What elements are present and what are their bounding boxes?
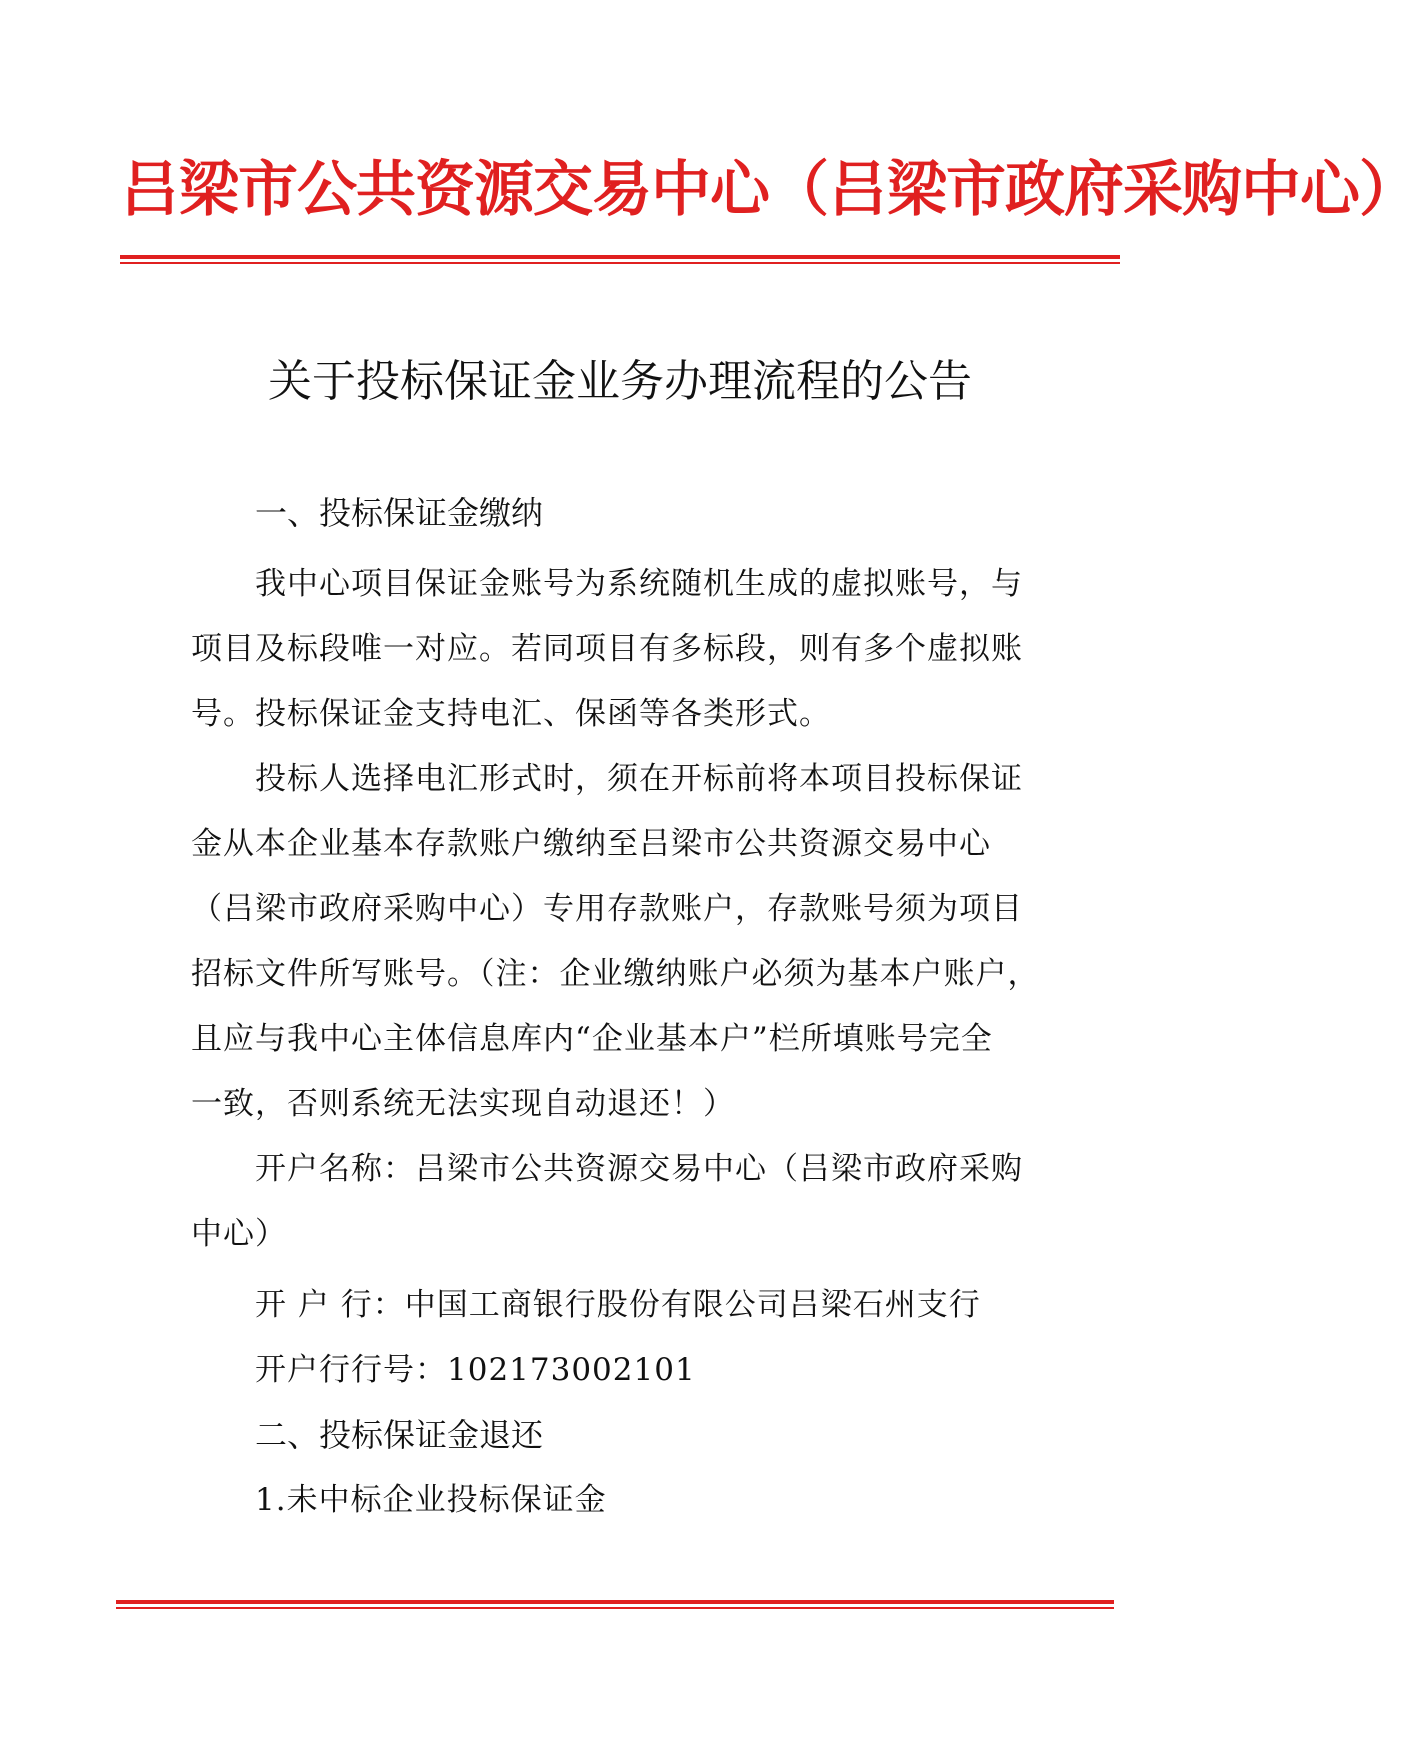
paragraph-line: 一致，否则系统无法实现自动退还！）	[191, 1086, 735, 1122]
paragraph-line: 招标文件所写账号。（注：企业缴纳账户必须为基本户账户，	[191, 956, 1040, 992]
paragraph-line: 且应与我中心主体信息库内“企业基本户”栏所填账号完全	[191, 1021, 993, 1057]
paragraph-line: （吕梁市政府采购中心）专用存款账户，存款账号须为项目	[191, 891, 1023, 927]
paragraph-line: 我中心项目保证金账号为系统随机生成的虚拟账号，与	[255, 566, 1023, 602]
masthead-title: 吕梁市公共资源交易中心（吕梁市政府采购中心）	[120, 155, 1418, 225]
masthead-red-rule	[120, 255, 1120, 264]
section-heading-2: 二、投标保证金退还	[255, 1416, 544, 1454]
section-heading-1: 一、投标保证金缴纳	[255, 494, 544, 532]
footer-red-rule	[116, 1600, 1114, 1609]
list-item: 1.未中标企业投标保证金	[255, 1482, 607, 1518]
paragraph-line: 号。投标保证金支持电汇、保函等各类形式。	[191, 696, 831, 732]
bank-code-line: 开户行行号：102173002101	[255, 1352, 696, 1388]
document-title: 关于投标保证金业务办理流程的公告	[268, 356, 972, 407]
account-name-line: 中心）	[191, 1216, 287, 1252]
paragraph-line: 投标人选择电汇形式时，须在开标前将本项目投标保证	[255, 761, 1023, 797]
bank-line: 开 户 行：中国工商银行股份有限公司吕梁石州支行	[255, 1287, 981, 1323]
paragraph-line: 项目及标段唯一对应。若同项目有多标段，则有多个虚拟账	[191, 631, 1023, 667]
account-name-line: 开户名称：吕梁市公共资源交易中心（吕梁市政府采购	[255, 1151, 1023, 1187]
paragraph-line: 金从本企业基本存款账户缴纳至吕梁市公共资源交易中心	[191, 826, 991, 862]
